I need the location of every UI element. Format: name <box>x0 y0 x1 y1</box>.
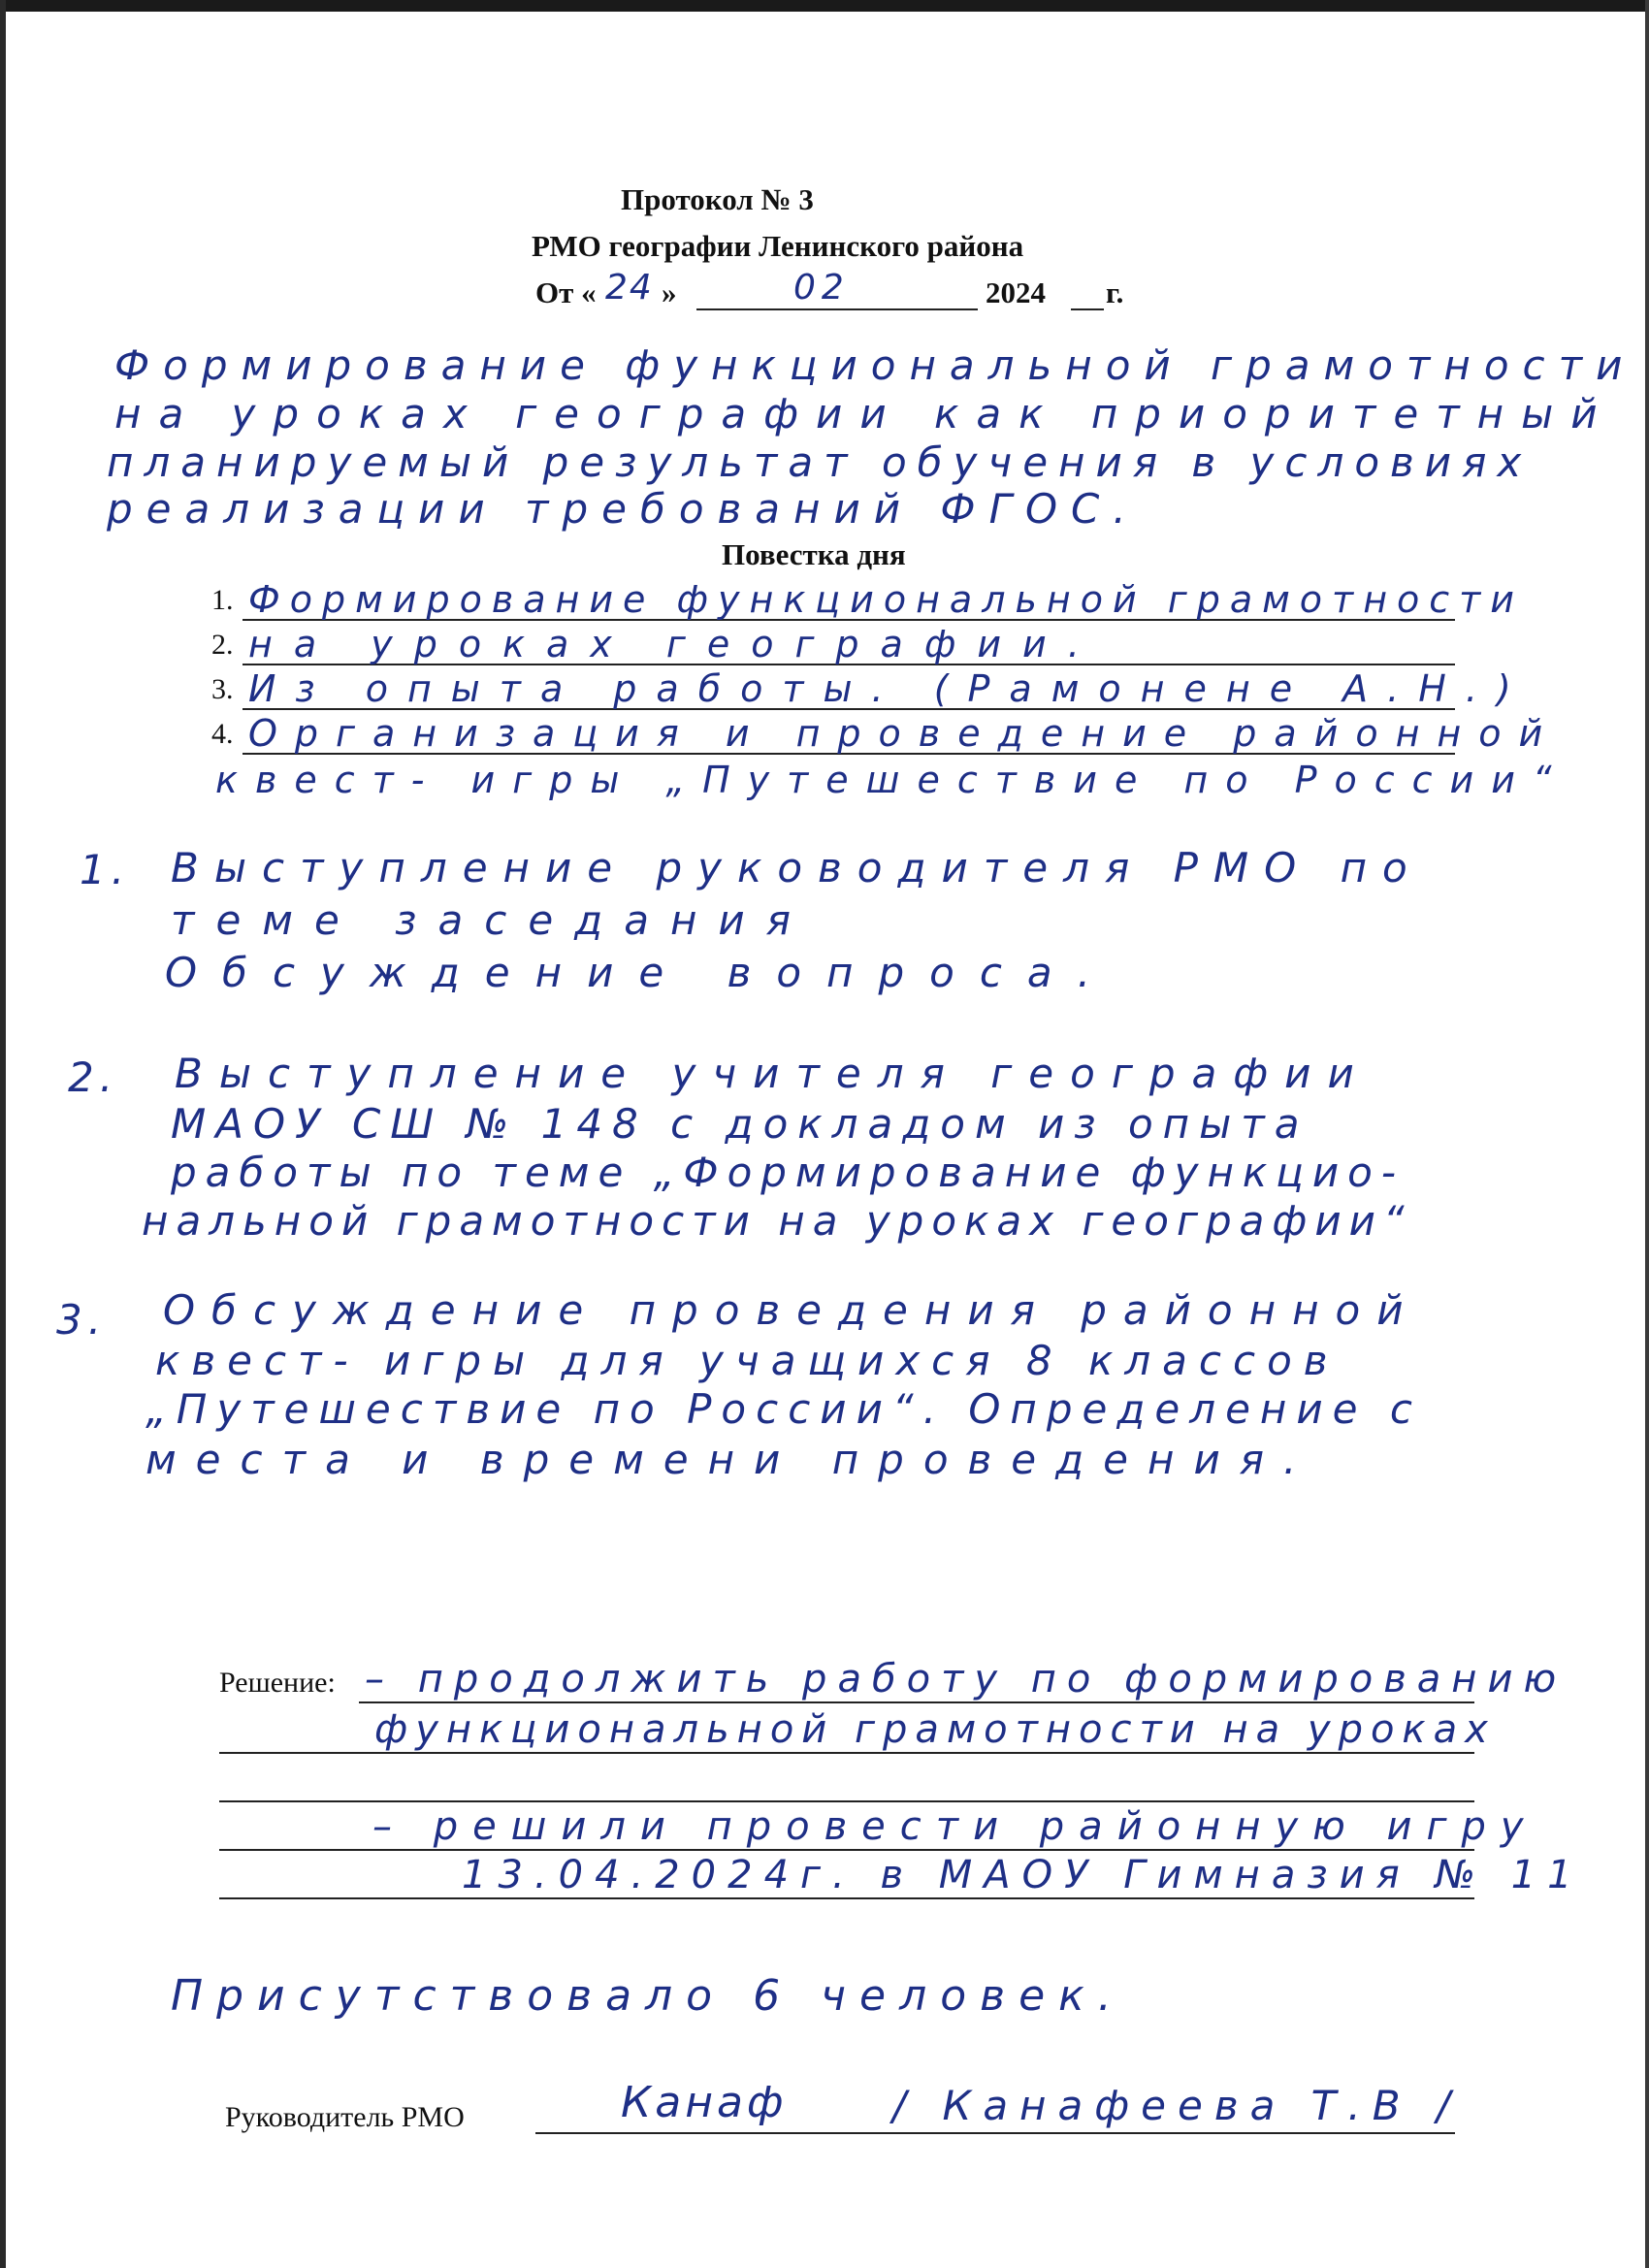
section-line: Выступление учителя географии <box>175 1050 1371 1097</box>
topic-line: на уроках географии как приоритетный <box>114 390 1615 437</box>
date-prefix: От « <box>535 275 597 309</box>
date-year-line <box>1071 308 1104 310</box>
date-mid: » <box>662 275 677 309</box>
agenda-item: Организация и проведение районной <box>248 712 1561 755</box>
section-num: 2. <box>68 1053 119 1101</box>
section-line: нальной грамотности на уроках географии“ <box>142 1197 1412 1245</box>
agenda-num: 2. <box>211 629 234 661</box>
attendance: Присутствовало 6 человек. <box>171 1971 1125 2021</box>
decision-text: – продолжить работу по формированию <box>365 1657 1568 1701</box>
decision-line <box>359 1701 1474 1703</box>
agenda-heading: Повестка дня <box>722 537 906 571</box>
section-num: 1. <box>80 846 131 893</box>
section-line: „Путешествие по России“. Определение с <box>146 1385 1422 1433</box>
signature-label: Руководитель РМО <box>225 2101 465 2133</box>
signature-sign: Канаф <box>621 2078 788 2127</box>
agenda-num: 1. <box>211 584 234 616</box>
decision-line <box>219 1800 1474 1802</box>
date-day: 24 <box>605 268 654 308</box>
section-line: Выступление руководителя РМО по <box>171 844 1423 891</box>
section-line: работы по теме „Формирование функцио- <box>171 1149 1406 1196</box>
signature-line <box>535 2132 1455 2134</box>
scan-edge-left <box>0 0 6 2268</box>
decision-line <box>219 1849 1474 1851</box>
date-year: 2024 <box>986 275 1046 309</box>
topic-line: Формирование функциональной грамотности <box>114 341 1636 389</box>
scan-edge-top <box>0 0 1649 12</box>
scan-edge-right <box>1645 0 1649 2268</box>
protocol-subtitle: РМО географии Ленинского района <box>532 229 1024 263</box>
decision-text: 13.04.2024г. в МАОУ Гимназия № 11 <box>462 1853 1584 1897</box>
agenda-num: 3. <box>211 673 234 705</box>
section-num: 3. <box>56 1296 108 1344</box>
agenda-item: Формирование функциональной грамотности <box>248 578 1525 621</box>
signature-name: / Канафеева Т.В / <box>892 2082 1463 2129</box>
agenda-num: 4. <box>211 718 234 750</box>
agenda-item: Из опыта работы. (Рамонене А.Н.) <box>248 667 1531 710</box>
decision-line <box>219 1752 1474 1754</box>
date-month-line <box>696 308 978 310</box>
topic-line: планируемый результат обучения в условиях <box>107 438 1533 486</box>
section-line: теме заседания <box>171 896 812 944</box>
date-month: 02 <box>793 268 850 308</box>
agenda-item: на уроках географии. <box>248 623 1101 665</box>
section-line: места и времени проведения. <box>146 1436 1316 1483</box>
section-line: квест- игры для учащихся 8 классов <box>155 1337 1340 1384</box>
decision-label: Решение: <box>219 1667 336 1699</box>
section-line: МАОУ СШ № 148 с докладом из опыта <box>171 1100 1310 1148</box>
decision-line <box>219 1897 1474 1899</box>
section-line: Обсуждение проведения районной <box>163 1286 1420 1334</box>
topic-line: реализации требований ФГОС. <box>107 485 1140 533</box>
decision-text: – решили провести районную игру <box>372 1804 1538 1849</box>
decision-text: функциональной грамотности на уроках <box>374 1707 1496 1752</box>
agenda-continuation: квест- игры „Путешествие по России“ <box>215 759 1569 801</box>
section-line: Обсуждение вопроса. <box>165 949 1116 996</box>
protocol-title: Протокол № 3 <box>621 182 814 216</box>
date-suffix: г. <box>1106 275 1124 309</box>
